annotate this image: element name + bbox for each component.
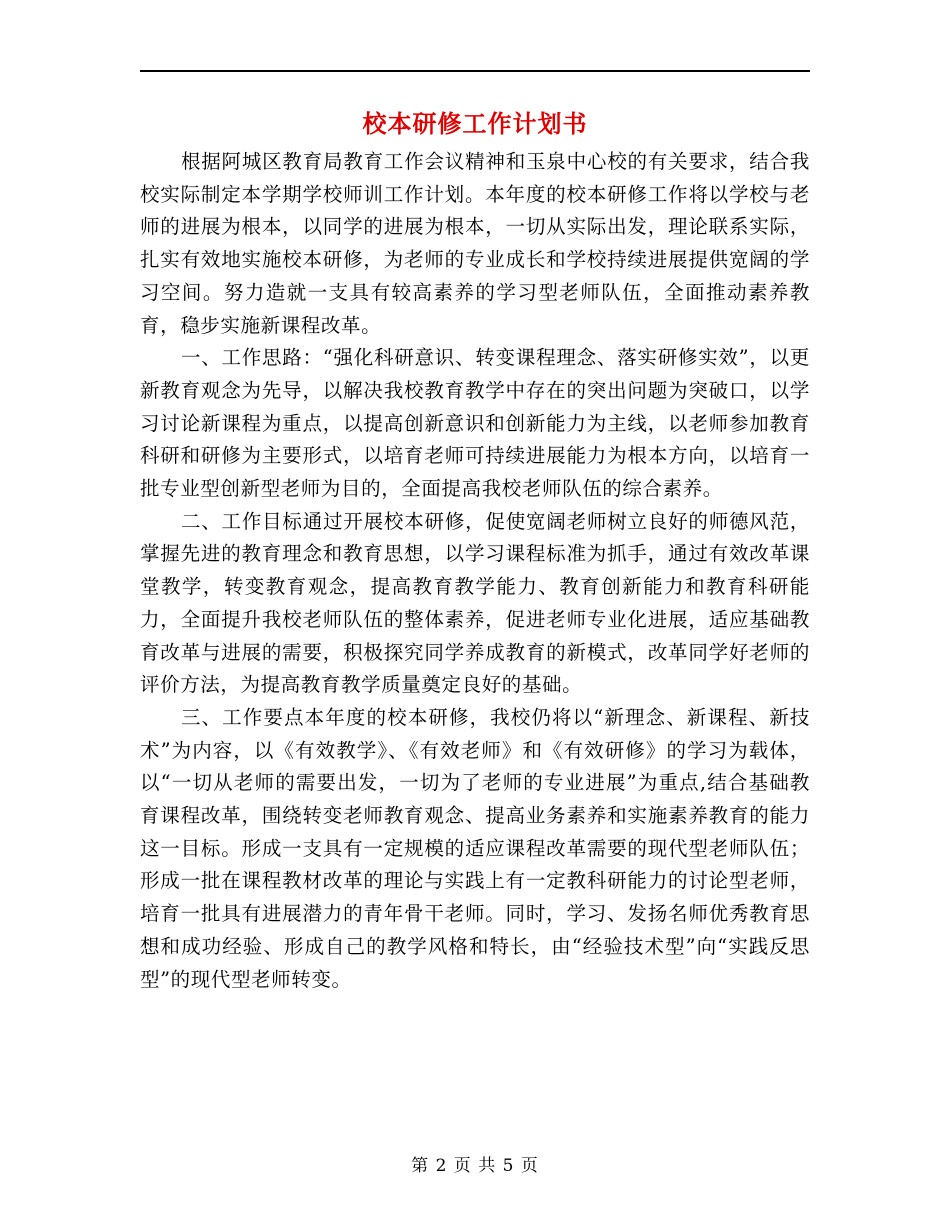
document-body: [140, 146, 810, 996]
paragraph-intro: 根据阿城区教育局教育工作会议精神和玉泉中心校的有关要求，结合我校实际制定本学期学校师训工作计划。本年度的校本研修工作将以学校与老师的进展为根本，以同学的进展为根本，一切从实际出发，理论联系实际，扎实有效地实施校本研修，为老师的专业成长和学校持续进展提供宽阔的学习空间。努力造就一支具有较高素养的学习型老师队伍，全面推动素养教育，稳步实施新课程改革。: [140, 150, 810, 337]
paragraph-work-key-points: 三、工作要点本年度的校本研修，我校仍将以“新理念、新课程、新技术”为内容，以《有效教学》、《有效老师》和《有效研修》的学习为载体，以“一切从老师的需要出发，一切为了老师的专业进展”为重点,结合基础教育课程改革，围绕转变老师教育观念、提高业务素养和实施素养教育的能力这一目标。形成一支具有一定规模的适应课程改革需要的现代型老师队伍；形成一批在课程教材改革的理论与实践上有一定教科研能力的讨论型老师，培育一批具有进展潜力的青年骨干老师。同时，学习、发扬名师优秀教育思想和成功经验、形成自己的教学风格和特长，由“经验技术型”向“实践反思型”的现代型老师转变。: [140, 705, 810, 991]
document-title: 校本研修工作计划书: [362, 109, 588, 138]
page-footer: 第 2 页 共 5 页: [411, 1156, 539, 1176]
paragraph-work-goals: 二、工作目标通过开展校本研修，促使宽阔老师树立良好的师德风范，掌握先进的教育理念和教育思想，以学习课程标准为抓手，通过有效改革课堂教学，转变教育观念，提高教育教学能力、教育创新能力和教育科研能力，全面提升我校老师队伍的整体素养，促进老师专业化进展，适应基础教育改革与进展的需要，积极探究同学养成教育的新模式，改革同学好老师的评价方法，为提高教育教学质量奠定良好的基础。: [140, 509, 810, 697]
header-rule: [140, 70, 810, 72]
paragraph-work-approach: 一、工作思路：“强化科研意识、转变课程理念、落实研修实效”，以更新教育观念为先导，以解决我校教育教学中存在的突出问题为突破口，以学习讨论新课程为重点，以提高创新意识和创新能力为主线，以老师参加教育科研和研修为主要形式，以培育老师可持续进展能力为根本方向，以培育一批专业型创新型老师为目的，全面提高我校老师队伍的综合素养。: [140, 346, 810, 501]
